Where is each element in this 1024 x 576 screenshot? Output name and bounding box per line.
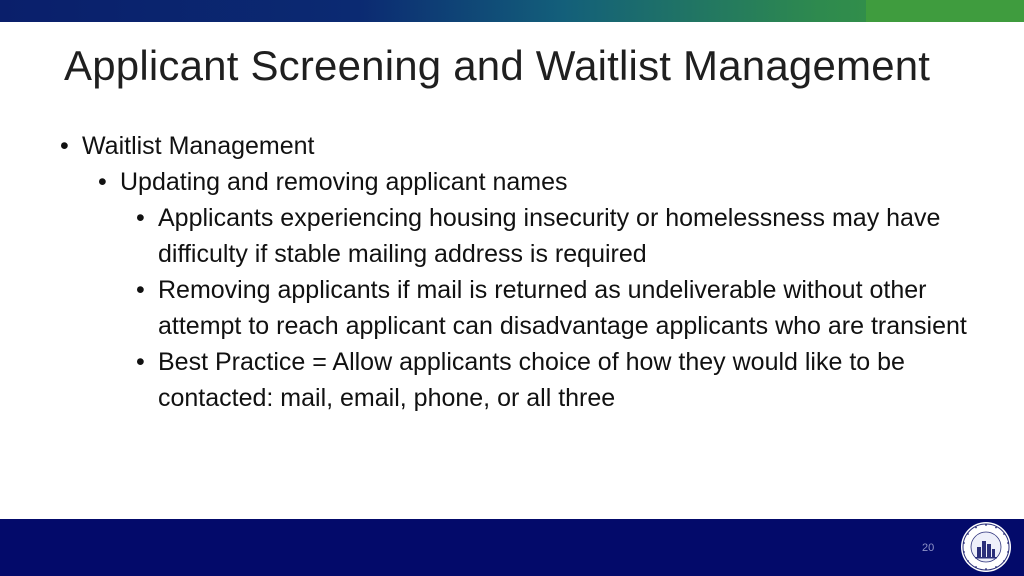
bullet-housing-insecurity: • Applicants experiencing housing insecurity or homelessness may have difficulty if stable mailing address is required: [158, 200, 996, 272]
page-number: 20: [922, 542, 935, 554]
footer-band: [0, 519, 1024, 576]
bullet-undeliverable-mail: • Removing applicants if mail is returned as undeliverable without other attempt to reach applicant can disadvantage applicants who are transient: [158, 272, 996, 344]
hud-seal-icon: [960, 521, 1012, 573]
header-accent-block: [866, 0, 1024, 22]
header-band: [0, 0, 1024, 22]
bullet-updating-removing-names: • Updating and removing applicant names: [120, 164, 996, 200]
bullet-best-practice: • Best Practice = Allow applicants choice of how they would like to be contacted: mail, email, phone, or all three: [158, 344, 996, 416]
bullet-waitlist-management: • Waitlist Management: [82, 128, 996, 164]
bullet-list: [56, 128, 996, 416]
slide-title: Applicant Screening and Waitlist Management: [64, 42, 931, 89]
